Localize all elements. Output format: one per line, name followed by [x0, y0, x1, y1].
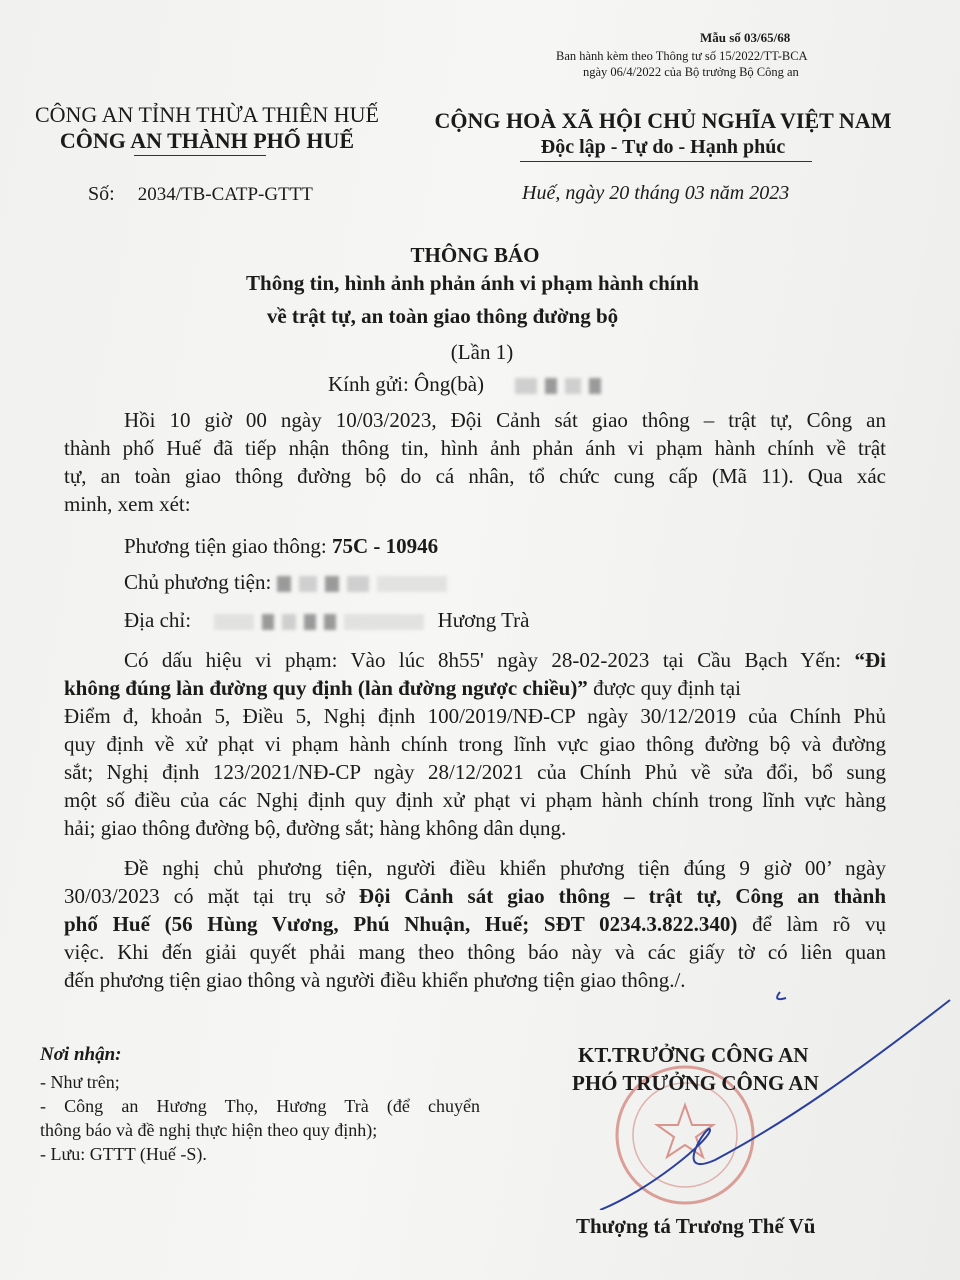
place-date: Huế, ngày 20 tháng 03 năm 2023 [522, 182, 790, 204]
owner-label: Chủ phương tiện: [124, 570, 272, 594]
nation-title: CỘNG HOÀ XÃ HỘI CHỦ NGHĨA VIỆT NAM [434, 108, 892, 133]
body-line: Hồi 10 giờ 00 ngày 10/03/2023, Đội Cảnh sát giao thông – trật tự, Công an [124, 408, 886, 432]
body-line: một số điều của các Nghị định quy định xử phạt vi phạm hành chính trong lĩnh vực hàng [64, 788, 886, 812]
redacted-owner [347, 576, 369, 592]
body-line: hải; giao thông đường bộ, đường sắt; hàng không dân dụng. [64, 816, 567, 840]
address-tail: Hương Trà [437, 608, 530, 632]
request-line [64, 912, 886, 937]
redacted-name [515, 378, 537, 394]
motto-underline [520, 161, 812, 162]
redacted-address [304, 614, 316, 630]
redacted-address [262, 614, 274, 630]
violation-line [124, 648, 886, 673]
address-line [124, 608, 954, 633]
notice-subtitle-2: về trật tự, an toàn giao thông đường bộ [266, 304, 619, 328]
greeting [328, 372, 609, 397]
address-label: Địa chỉ: [124, 608, 192, 632]
body-line: đến phương tiện giao thông và người điều khiển phương tiện giao thông./. [64, 968, 686, 992]
notice-times: (Lần 1) [450, 340, 514, 364]
violation-prefix: Có dấu hiệu vi phạm: Vào lúc 8h55' ngày 28-02-2023 tại Cầu Bạch Yến: [124, 648, 842, 672]
greeting-label: Kính gửi: Ông(bà) [328, 372, 485, 396]
violation-line [64, 676, 886, 701]
owner-line [124, 570, 954, 595]
signature-title-1: KT.TRƯỞNG CÔNG AN [578, 1043, 809, 1067]
vehicle-label: Phương tiện giao thông: [124, 534, 327, 558]
redacted-address [324, 614, 336, 630]
form-reference [556, 48, 808, 80]
vehicle-plate: 75C - 10946 [331, 534, 439, 558]
request-date: 30/03/2023 có mặt tại trụ sở [64, 884, 345, 908]
redacted-owner [277, 576, 291, 592]
form-reference-line-1: Ban hành kèm theo Thông tư số 15/2022/TT-BCA [556, 49, 808, 63]
redacted-address [344, 614, 424, 630]
signature-stroke-icon [600, 1000, 950, 1210]
document-number-label: Số: [88, 183, 115, 205]
body-line: tự, an toàn giao thông đường bộ do cá nhân, tổ chức cung cấp (Mã 11). Qua xác [64, 464, 886, 488]
redacted-owner [377, 576, 447, 592]
recipient-item: - Như trên; [40, 1072, 120, 1092]
agency-name: CÔNG AN THÀNH PHỐ HUẾ [59, 128, 355, 153]
redacted-owner [299, 576, 317, 592]
body-line: quy định về xử phạt vi phạm hành chính trong lĩnh vực giao thông đường bộ và đường [64, 732, 886, 756]
notice-subtitle-1: Thông tin, hình ảnh phản ánh vi phạm hành chính [246, 271, 699, 295]
recipient-item: - Công an Hương Thọ, Hương Trà (để chuyển [40, 1096, 480, 1116]
vehicle-line [124, 534, 954, 559]
notice-title: THÔNG BÁO [410, 243, 540, 267]
signature-tick-icon [777, 992, 786, 999]
redacted-address [282, 614, 296, 630]
body-line: Đề nghị chủ phương tiện, người điều khiển phương tiện đúng 9 giờ 00’ ngày [124, 856, 886, 880]
redacted-address [214, 614, 254, 630]
agency-underline [134, 155, 266, 156]
redacted-name [589, 378, 601, 394]
form-number: Mẫu số 03/65/68 [700, 30, 791, 45]
redacted-owner [325, 576, 339, 592]
body-line: minh, xem xét: [64, 492, 191, 516]
request-office: Đội Cảnh sát giao thông – trật tự, Công an thành [358, 884, 887, 908]
recipients-title: Nơi nhận: [40, 1044, 122, 1065]
request-address: phố Huế (56 Hùng Vương, Phú Nhuận, Huế; SĐT 0234.3.822.340) [64, 912, 738, 936]
agency-parent: CÔNG AN TỈNH THỪA THIÊN HUẾ [34, 102, 379, 127]
violation-after: được quy định tại [593, 676, 741, 700]
nation-motto: Độc lập - Tự do - Hạnh phúc [540, 136, 786, 158]
document-number [88, 183, 313, 206]
body-line: sắt; Nghị định 123/2021/NĐ-CP ngày 28/12/2021 của Chính Phủ về sửa đổi, bổ sung [64, 760, 886, 784]
request-line [64, 884, 886, 909]
signature-title-2: PHÓ TRƯỞNG CÔNG AN [572, 1071, 819, 1095]
violation-description: không đúng làn đường quy định (làn đường ngược chiều)” [64, 676, 588, 700]
body-line: việc. Khi đến giải quyết phải mang theo thông báo này và các giấy tờ có liên quan [64, 940, 886, 964]
body-line: Điểm đ, khoản 5, Điều 5, Nghị định 100/2019/NĐ-CP ngày 30/12/2019 của Chính Phủ [64, 704, 886, 728]
recipient-item: thông báo và đề nghị thực hiện theo quy định); [40, 1120, 378, 1140]
redacted-name [545, 378, 557, 394]
body-line: thành phố Huế đã tiếp nhận thông tin, hình ảnh phản ánh vi phạm hành chính về trật [64, 436, 886, 460]
document-number-value: 2034/TB-CATP-GTTT [137, 184, 313, 205]
request-purpose: để làm rõ vụ [752, 912, 886, 936]
recipient-item: - Lưu: GTTT (Huế -S). [40, 1144, 207, 1164]
signer-name: Thượng tá Trương Thế Vũ [576, 1214, 816, 1238]
redacted-name [565, 378, 581, 394]
violation-bold-start: “Đi [854, 648, 887, 672]
form-reference-line-2: ngày 06/4/2022 của Bộ trưởng Bộ Công an [583, 65, 799, 79]
